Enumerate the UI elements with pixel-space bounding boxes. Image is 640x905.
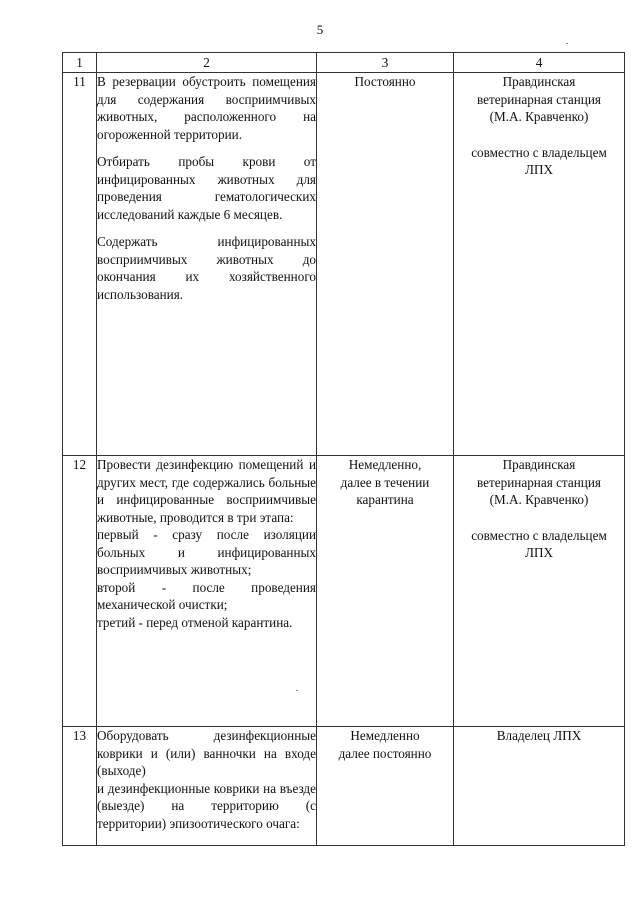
responsible-line: ЛПХ <box>525 545 553 560</box>
page-number: 5 <box>316 22 324 37</box>
term-line: далее в течении <box>340 474 430 490</box>
responsible-line: (М.А. Кравченко) <box>489 109 589 124</box>
responsible-line: Правдинская <box>502 457 576 472</box>
term-line: Постоянно <box>354 74 416 89</box>
row-number: 12 <box>63 456 97 727</box>
table-row <box>63 727 625 846</box>
measures-table <box>62 52 625 846</box>
action-paragraph: Отбирать пробы крови от инфицированных животных для проведения гематологических исследований каждые 6 месяцев. <box>97 154 316 222</box>
action-paragraph: третий - перед отменой карантина. <box>97 614 293 630</box>
responsible-line: (М.А. Кравченко) <box>489 492 589 507</box>
table-row <box>63 456 625 727</box>
responsible-line: ветеринарная станция <box>477 474 601 490</box>
table-row <box>63 73 625 456</box>
term-cell <box>317 727 454 846</box>
column-header-1: 1 <box>63 53 97 73</box>
action-cell <box>97 727 317 846</box>
responsible-cell <box>454 727 625 846</box>
responsible-line: совместно с владельцем <box>471 527 607 543</box>
column-header-2: 2 <box>97 53 317 73</box>
action-cell <box>97 73 317 456</box>
responsible-cell <box>454 456 625 727</box>
column-header-3: 3 <box>317 53 454 73</box>
term-line: далее постоянно <box>338 745 432 761</box>
responsible-line: Владелец ЛПХ <box>496 728 582 743</box>
table-header-row <box>63 53 625 73</box>
responsible-line: ветеринарная станция <box>477 91 601 107</box>
column-header-4: 4 <box>454 53 625 73</box>
row-number: 13 <box>63 727 97 846</box>
scan-speck <box>296 690 298 691</box>
responsible-line: Правдинская <box>502 74 576 89</box>
responsible-cell <box>454 73 625 456</box>
term-cell <box>317 456 454 727</box>
action-cell <box>97 456 317 727</box>
responsible-line: совместно с владельцем <box>471 144 607 160</box>
row-number: 11 <box>63 73 97 456</box>
action-paragraph: второй - после проведения механической очистки; <box>97 579 316 612</box>
action-paragraph: Содержать инфицированных восприимчивых животных до окончания их хозяйственного использования. <box>97 234 316 302</box>
action-paragraph: Провести дезинфекцию помещений и других мест, где содержались больные и инфицированные восприимчивые животные, проводится в три этапа: <box>97 457 316 525</box>
term-cell <box>317 73 454 456</box>
action-paragraph: Оборудовать дезинфекционные коврики и (или) ванночки на входе (выходе) <box>97 728 316 778</box>
action-paragraph: и дезинфекционные коврики на въезде (выезде) на территорию (с территории) эпизоотического очага: <box>97 780 316 831</box>
action-paragraph: В резервации обустроить помещения для содержания восприимчивых животных, расположенного на огороженной территории. <box>97 74 316 142</box>
term-line: карантина <box>356 492 414 507</box>
term-line: Немедленно <box>350 728 420 743</box>
responsible-spacer <box>454 126 624 144</box>
action-paragraph: первый - сразу после изоляции больных и инфицированных восприимчивых животных; <box>97 527 316 577</box>
scan-speck <box>566 43 568 44</box>
responsible-line: ЛПХ <box>525 162 553 177</box>
responsible-spacer <box>454 509 624 527</box>
term-line: Немедленно, <box>348 457 422 472</box>
